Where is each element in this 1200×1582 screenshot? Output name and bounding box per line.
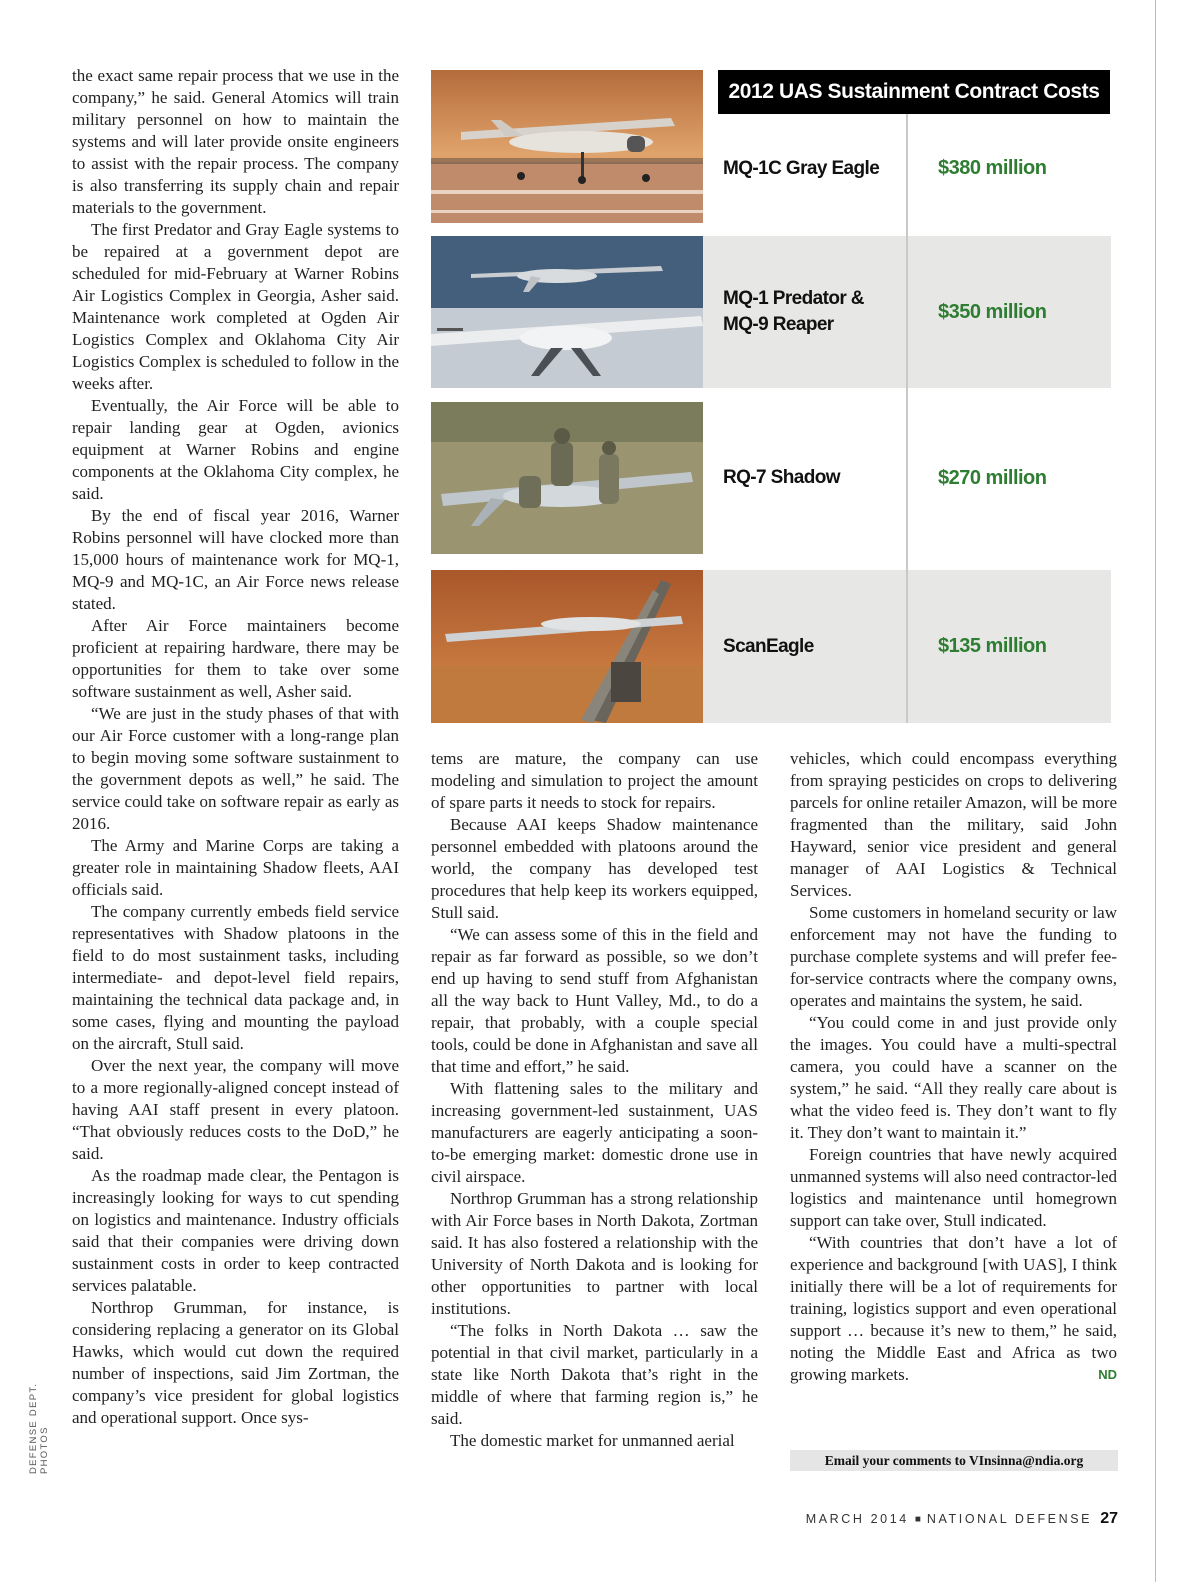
table-row: [431, 570, 1111, 723]
paragraph: Because AAI keeps Shadow maintenance personnel embedded with platoons around the world, the company has developed test procedures that help keep its workers equipped, Stull said.: [431, 815, 758, 922]
page-footer: [806, 1510, 1118, 1528]
paragraph-text: “With countries that don’t have a lot of experience and background [with UAS], I think initially there will be a lot of requirements for training, logistics support and even operational support … because it’s new to them,” he said, noting the Middle East and Africa as two growing markets.: [790, 1233, 1117, 1384]
gray-eagle-photo: [431, 70, 703, 223]
column-divider: [906, 570, 908, 723]
system-label: [723, 286, 864, 338]
cost-cell: [907, 236, 1111, 388]
paragraph: The Army and Marine Corps are taking a greater role in maintaining Shadow fleets, AAI officials said.: [72, 836, 399, 899]
article-column-1: [72, 65, 399, 1429]
paragraph: With flattening sales to the military and increasing government-led sustainment, UAS manufacturers are eagerly anticipating a soon-to-be emerging market: domestic drone use in civil airspace.: [431, 1079, 758, 1186]
paragraph: [790, 1232, 1117, 1386]
page-number: 27: [1100, 1510, 1118, 1527]
cost-cell: [907, 570, 1111, 723]
footer-issue: MARCH 2014: [805, 1512, 909, 1526]
paragraph: The domestic market for unmanned aerial: [450, 1431, 735, 1450]
paragraph: By the end of fiscal year 2016, Warner Robins personnel will have clocked more than 15,000 hours of maintenance work for MQ-1, MQ-9 and MQ-1C, an Air Force news release stated.: [72, 506, 399, 613]
system-cell: [703, 236, 907, 388]
paragraph: Eventually, the Air Force will be able to repair landing gear at Ogden, avionics equipment at Warner Robins and engine components at the Oklahoma City complex, he said.: [72, 396, 399, 503]
cost-value: $350 million: [938, 300, 1047, 323]
cost-value: $270 million: [938, 466, 1047, 489]
paragraph: vehicles, which could encompass everything from spraying pesticides on crops to delivering parcels for online retailer Amazon, will be more fragmented than the military, said John Hayward, senior vice president and general manager of AAI Logistics & Technical Services.: [790, 749, 1117, 900]
email-prefix: Email your comments to: [824, 1453, 969, 1468]
article-column-3: [790, 748, 1117, 1386]
paragraph: “You could come in and just provide only the images. You could have a multi-spectral camera, you could have a scanner on the system,” he said. “All they really care about is what the video feed is. They don’t want to fly it. They don’t want to maintain it.”: [790, 1013, 1117, 1142]
table-title: 2012 UAS Sustainment Contract Costs: [718, 70, 1110, 114]
paragraph: Some customers in homeland security or law enforcement may not have the funding to purchase complete systems and will prefer fee-for-service contracts where the company owns, operates and maintains the system, he said.: [790, 903, 1117, 1010]
system-cell: [703, 570, 907, 723]
system-cell: [703, 402, 907, 554]
email-address-link[interactable]: VInsinna@ndia.org: [969, 1453, 1084, 1468]
column-divider: [906, 402, 908, 570]
predator-reaper-image: [431, 236, 703, 388]
scaneagle-photo: [431, 570, 703, 723]
paragraph: Northrop Grumman, for instance, is considering replacing a generator on its Global Hawks, which would cut down the required number of inspections, said Jim Zortman, the company’s vice president for global logistics and operational support. Once sys-: [72, 1298, 399, 1427]
end-mark: ND: [1098, 1367, 1117, 1382]
system-cell: [703, 114, 907, 223]
drone-on-runway-image: [431, 70, 703, 223]
system-label: ScanEagle: [723, 635, 814, 657]
system-label-line-2: MQ-9 Reaper: [723, 314, 834, 335]
soldiers-with-shadow-drone-image: [431, 402, 703, 554]
table-row: [431, 236, 1111, 388]
uas-cost-table: [431, 70, 1111, 724]
paragraph: the exact same repair process that we use in the company,” he said. General Atomics will train military personnel on how to maintain the systems and will later provide onsite engineers to assist with the repair process. The company is also transferring its supply chain and repair materials to the government.: [72, 66, 399, 217]
column-divider: [906, 236, 908, 402]
predator-reaper-photos: [431, 236, 703, 388]
table-row: [431, 402, 1111, 554]
paragraph: “We are just in the study phases of that with our Air Force customer with a long-range plan to begin moving some software sustainment to the government depots as well,” he said. The service could take on software repair as early as 2016.: [72, 704, 399, 833]
page-edge-rule: [1155, 0, 1156, 1582]
paragraph: Foreign countries that have newly acquired unmanned systems will also need contractor-led logistics and maintenance until homegrown support can take over, Stull indicated.: [790, 1145, 1117, 1230]
photo-credit: DEFENSE DEPT. PHOTOS: [28, 1382, 50, 1474]
table-row: [431, 114, 1111, 223]
scaneagle-launcher-image: [431, 570, 703, 723]
cost-cell: [907, 402, 1111, 554]
system-label-line-1: MQ-1 Predator &: [723, 288, 864, 309]
paragraph: “We can assess some of this in the field and repair as far forward as possible, so we don’t end up having to send stuff from Afghanistan all the way back to Hunt Valley, Md., to do a repair, that probably, with a couple special tools, could be done in Afghanistan and save all that time and effort,” he said.: [431, 925, 758, 1076]
column-divider: [906, 114, 908, 236]
paragraph: Northrop Grumman has a strong relationship with Air Force bases in North Dakota, Zortman said. It has also fostered a relationship with the University of North Dakota and is looking for other opportunities to partner with local institutions.: [431, 1189, 758, 1318]
cost-value: $380 million: [938, 157, 1047, 179]
paragraph: The company currently embeds field service representatives with Shadow platoons in the field to do most sustainment tasks, including intermediate- and depot-level field repairs, maintaining the technical data package and, in some cases, flying and mounting the payload on the aircraft, Stull said.: [72, 902, 399, 1053]
footer-separator-icon: ■: [914, 1514, 921, 1525]
paragraph: After Air Force maintainers become proficient at repairing hardware, there may be opportunities for them to take over some software sustainment as well, Asher said.: [72, 616, 399, 701]
shadow-photo: [431, 402, 703, 554]
paragraph: As the roadmap made clear, the Pentagon is increasingly looking for ways to cut spending on logistics and maintenance. Industry officials said that their companies were driving down sustainment costs in order to keep contracted services palatable.: [72, 1166, 399, 1295]
article-column-2: [431, 748, 758, 1452]
paragraph: Over the next year, the company will move to a more regionally-aligned concept instead of having AAI staff present in every platoon. “That obviously reduces costs to the DoD,” he said.: [72, 1056, 399, 1163]
system-label: MQ-1C Gray Eagle: [723, 157, 880, 179]
cost-value: $135 million: [938, 635, 1047, 657]
paragraph: tems are mature, the company can use modeling and simulation to project the amount of spare parts it needs to stock for repairs.: [431, 749, 758, 812]
paragraph: “The folks in North Dakota … saw the potential in that civil market, particularly in a state like North Dakota that’s right in the middle of where that farming region is,” he said.: [431, 1321, 758, 1428]
paragraph: The first Predator and Gray Eagle systems to be repaired at a government depot are scheduled for mid-February at Warner Robins Air Logistics Complex in Georgia, Asher said. Maintenance work completed at Ogden Air Logistics Complex and Oklahoma City Air Logistics Complex is scheduled to follow in the weeks after.: [72, 220, 399, 393]
footer-magazine: NATIONAL DEFENSE: [926, 1512, 1093, 1526]
email-comments-box: [790, 1450, 1118, 1471]
system-label: RQ-7 Shadow: [723, 467, 840, 488]
cost-cell: [907, 114, 1111, 223]
